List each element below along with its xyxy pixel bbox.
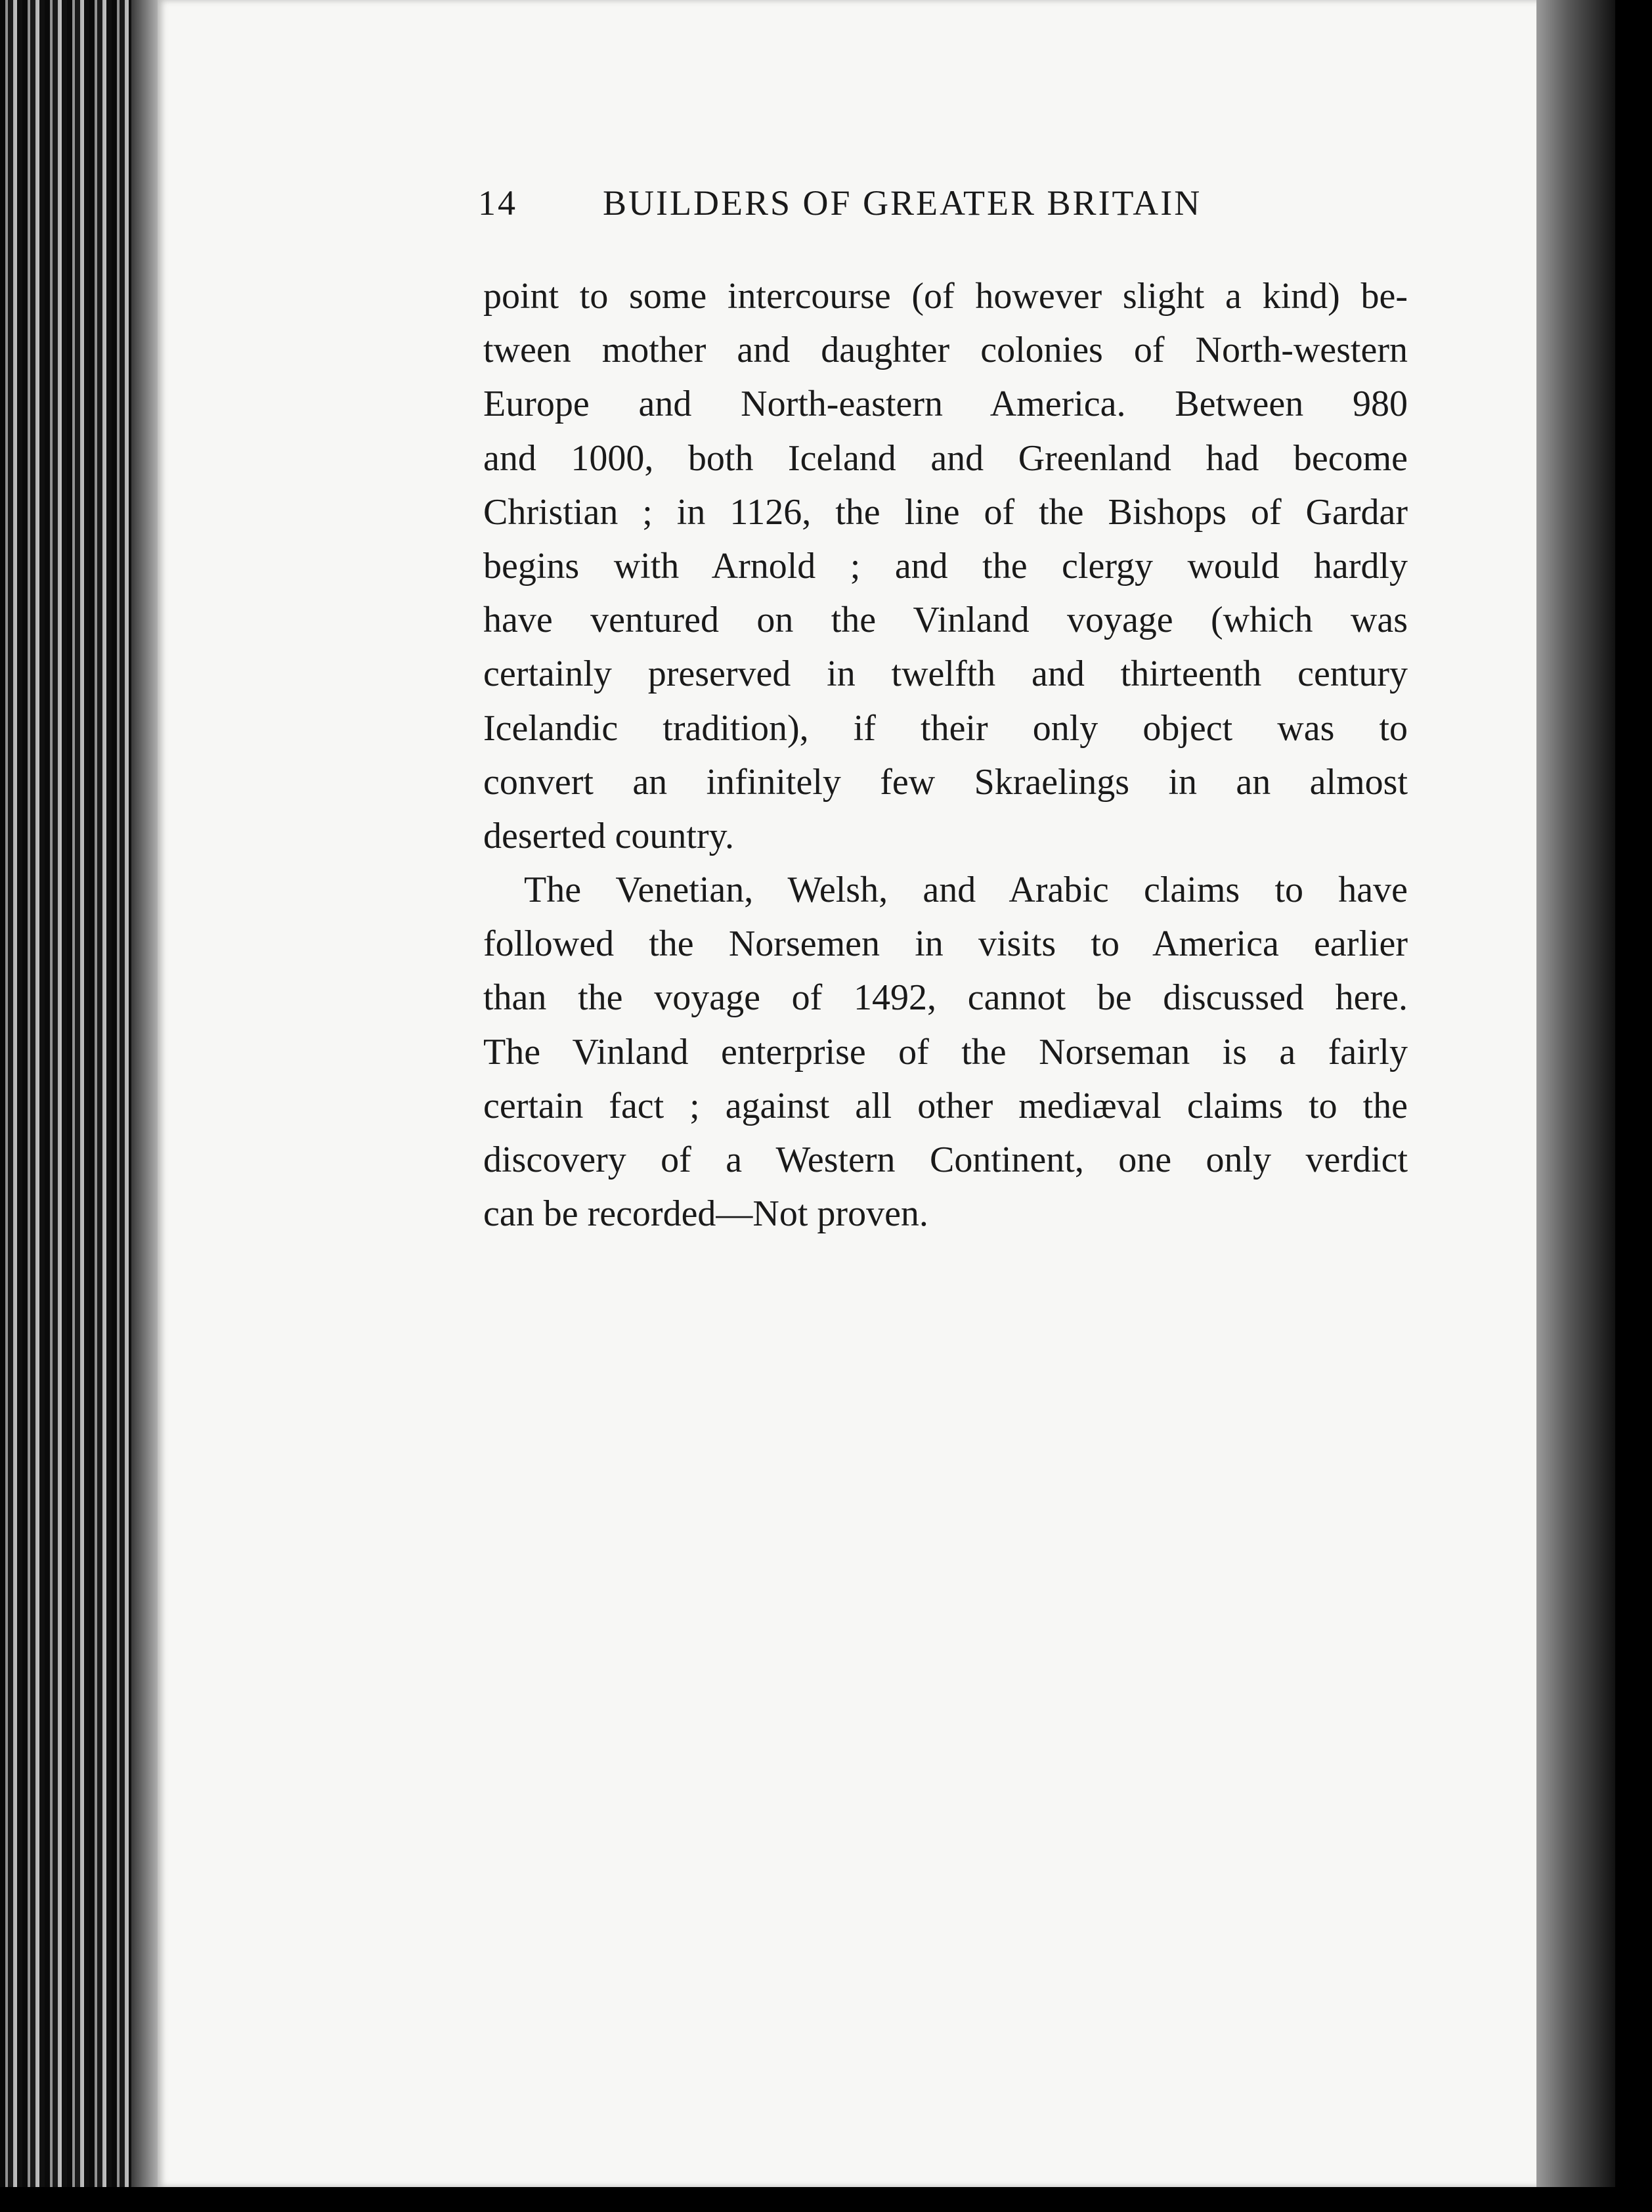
running-head <box>478 183 1286 229</box>
text-line: The Venetian, Welsh, and Arabic claims to have <box>524 870 1408 911</box>
paragraph-1 <box>483 269 1408 863</box>
running-title: BUILDERS OF GREATER BRITAIN <box>603 183 1202 223</box>
scan-border-right <box>1615 0 1652 2212</box>
page-number: 14 <box>478 183 517 223</box>
text-line: Europe and North-eastern America. Between 980 <box>483 384 1408 425</box>
text-line: deserted country. <box>483 815 734 856</box>
text-line: discovery of a Western Continent, one only verdict <box>483 1139 1408 1180</box>
text-line: have ventured on the Vinland voyage (which was <box>483 600 1408 641</box>
text-line: begins with Arnold ; and the clergy would hardly <box>483 545 1408 586</box>
text-line: certain fact ; against all other mediæval claims to the <box>483 1085 1408 1126</box>
text-line: than the voyage of 1492, cannot be discussed here. <box>483 977 1408 1019</box>
text-line: can be recorded—Not proven. <box>483 1193 928 1235</box>
gutter-shadow <box>1536 0 1615 2212</box>
text-line: The Vinland enterprise of the Norseman is a fairly <box>483 1031 1408 1073</box>
text-line: Icelandic tradition), if their only object was to <box>483 707 1408 749</box>
text-line: convert an infinitely few Skraelings in an almost <box>483 761 1408 803</box>
text-line: tween mother and daughter colonies of North-western <box>483 330 1408 371</box>
text-line: Christian ; in 1126, the line of the Bishops of Gardar <box>483 491 1408 533</box>
text-line: certainly preserved in twelfth and thirteenth century <box>483 653 1408 695</box>
scan-border-bottom <box>0 2187 1652 2212</box>
body-text <box>483 269 1408 1241</box>
text-line: followed the Norsemen in visits to America earlier <box>483 923 1408 965</box>
text-line: point to some intercourse (of however slight a kind) be- <box>483 276 1408 317</box>
text-line: and 1000, both Iceland and Greenland had become <box>483 437 1408 479</box>
paragraph-2 <box>483 863 1408 1241</box>
